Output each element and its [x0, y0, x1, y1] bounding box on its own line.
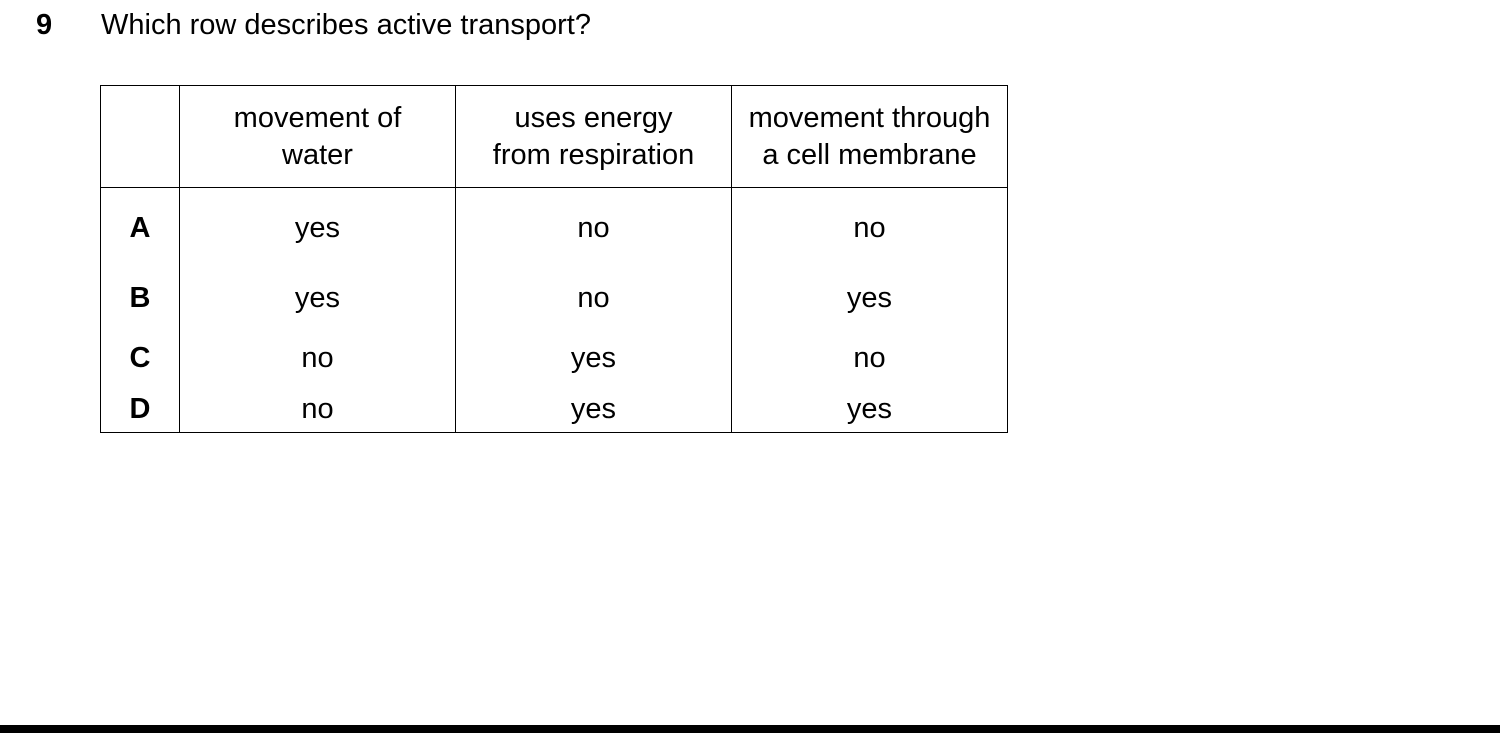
- header-movement-of-water-line1: movement of: [233, 101, 402, 134]
- table-cell: yes: [180, 268, 456, 328]
- table-row: [101, 188, 1008, 269]
- header-movement-through-membrane: [732, 86, 1008, 188]
- header-uses-energy-line2: from respiration: [492, 138, 695, 171]
- table-cell: yes: [732, 388, 1008, 433]
- header-uses-energy-line1: uses energy: [514, 101, 673, 134]
- header-movement-through-membrane-line1: movement through: [748, 101, 991, 134]
- row-label: D: [101, 388, 180, 433]
- header-empty-cell: [101, 86, 180, 188]
- page-footer-bar: [0, 725, 1500, 733]
- row-label: B: [101, 268, 180, 328]
- row-label: C: [101, 328, 180, 388]
- table-cell: no: [456, 268, 732, 328]
- header-movement-through-membrane-line2: a cell membrane: [762, 138, 977, 171]
- table-cell: no: [732, 328, 1008, 388]
- table-cell: yes: [456, 388, 732, 433]
- header-uses-energy: [456, 86, 732, 188]
- table-cell: yes: [456, 328, 732, 388]
- table-cell: no: [180, 328, 456, 388]
- question-number: 9: [36, 9, 53, 41]
- header-movement-of-water-line2: water: [282, 138, 353, 171]
- table-row: [101, 328, 1008, 388]
- answer-options-table: [100, 85, 1008, 433]
- table-header-row: [101, 86, 1008, 188]
- table-cell: no: [456, 188, 732, 269]
- header-movement-of-water: [180, 86, 456, 188]
- table-row: [101, 268, 1008, 328]
- row-label: A: [101, 188, 180, 269]
- table-cell: yes: [732, 268, 1008, 328]
- table-cell: yes: [180, 188, 456, 269]
- question-text: Which row describes active transport?: [101, 9, 591, 41]
- table-cell: no: [180, 388, 456, 433]
- table-cell: no: [732, 188, 1008, 269]
- table-row: [101, 388, 1008, 433]
